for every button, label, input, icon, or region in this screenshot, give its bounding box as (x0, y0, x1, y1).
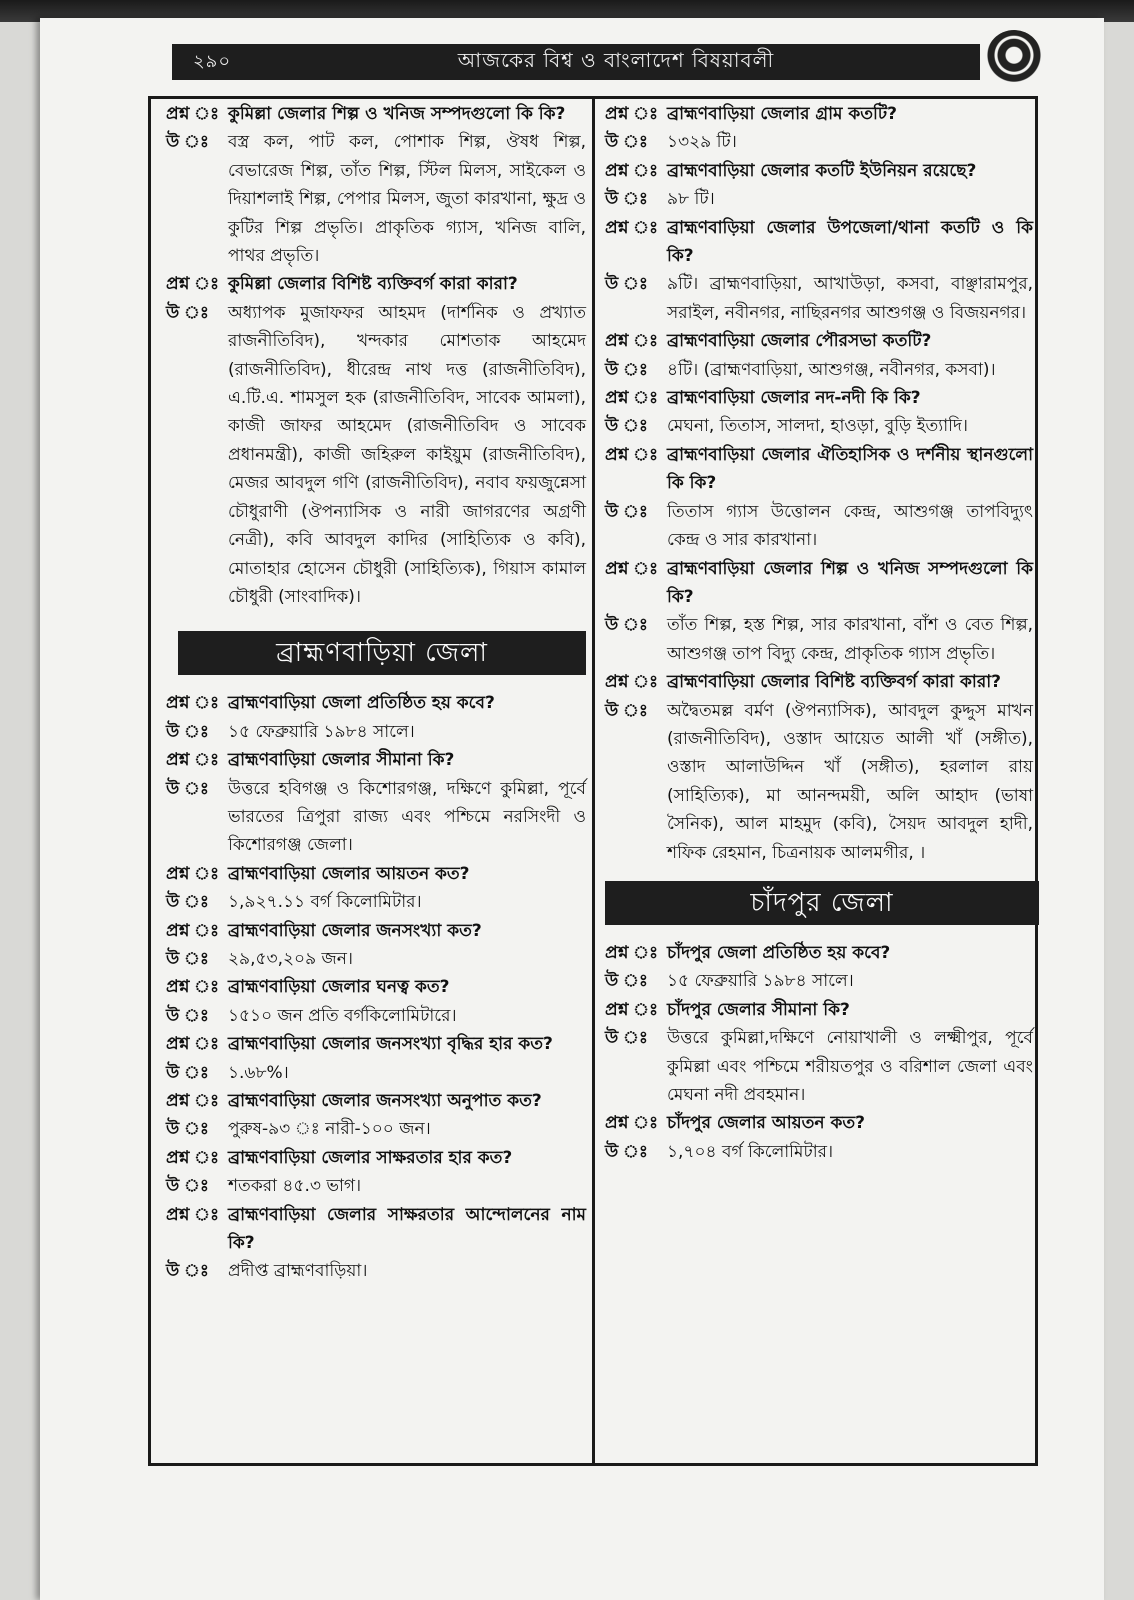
answer-label: উ ঃ (605, 615, 648, 636)
answer-label: উ ঃ (166, 1176, 209, 1197)
answer-text: ২৯,৫৩,২০৯ জন। (228, 948, 353, 969)
question-item (605, 157, 1033, 185)
question-text: ব্রাহ্মণবাড়িয়া জেলার ঐতিহাসিক ও দর্শনীয় স্থানগুলো কি কি? (667, 444, 1033, 494)
question-text: ব্রাহ্মণবাড়িয়া জেলার জনসংখ্যা বৃদ্ধির হার কত? (228, 1034, 553, 1055)
answer-label: উ ঃ (605, 132, 648, 153)
answer-item (605, 1138, 1033, 1166)
question-item (605, 100, 1033, 128)
question-label: প্রশ্ন ঃ (605, 1113, 659, 1134)
question-item (605, 441, 1033, 498)
answer-text: ১,৯২৭.১১ বর্গ কিলোমিটার। (228, 892, 422, 913)
answer-item (166, 1172, 586, 1200)
page-number: ২৯০ (192, 50, 232, 72)
question-label: প্রশ্ন ঃ (166, 750, 220, 771)
question-item (605, 384, 1033, 412)
question-text: ব্রাহ্মণবাড়িয়া জেলার ঘনত্ব কত? (228, 977, 450, 998)
answer-label: উ ঃ (166, 1005, 209, 1026)
question-label: প্রশ্ন ঃ (166, 1034, 220, 1055)
question-label: প্রশ্ন ঃ (605, 942, 659, 963)
answer-item (605, 356, 1033, 384)
answer-item (166, 1115, 586, 1143)
answer-label: উ ঃ (605, 971, 648, 992)
question-item (166, 1030, 586, 1058)
answer-item (166, 1257, 586, 1285)
question-label: প্রশ্ন ঃ (605, 444, 659, 465)
qa-list (605, 939, 1033, 1166)
answer-item (605, 270, 1033, 327)
question-label: প্রশ্ন ঃ (166, 1204, 220, 1225)
answer-label: উ ঃ (605, 416, 648, 437)
question-text: ব্রাহ্মণবাড়িয়া জেলার সাক্ষরতার আন্দোলনের নাম কি? (228, 1204, 586, 1254)
answer-item (166, 1059, 586, 1087)
question-text: ব্রাহ্মণবাড়িয়া জেলার জনসংখ্যা অনুপাত কত? (228, 1091, 542, 1111)
answer-text: শতকরা ৪৫.৩ ভাগ। (228, 1176, 362, 1197)
question-text: ব্রাহ্মণবাড়িয়া জেলার জনসংখ্যা কত? (228, 920, 482, 941)
question-item (166, 270, 586, 298)
answer-label: উ ঃ (605, 1141, 648, 1162)
answer-text: ১,৭০৪ বর্গ কিলোমিটার। (667, 1141, 834, 1162)
answer-label: উ ঃ (166, 1261, 209, 1282)
answer-label: উ ঃ (166, 948, 209, 969)
question-text: ব্রাহ্মণবাড়িয়া জেলার সাক্ষরতার হার কত? (228, 1147, 513, 1168)
question-text: চাঁদপুর জেলার আয়তন কত? (667, 1113, 865, 1134)
answer-label: উ ঃ (605, 1028, 648, 1049)
question-label: প্রশ্ন ঃ (166, 977, 220, 998)
answer-label: উ ঃ (166, 892, 209, 913)
question-label: প্রশ্ন ঃ (605, 999, 659, 1020)
answer-item (605, 498, 1033, 555)
column-divider (592, 96, 595, 1466)
answer-text: বস্ত্র কল, পাট কল, পোশাক শিল্প, ঔষধ শিল্প, বেভারেজ শিল্প, তাঁত শিল্প, স্টিল মিলস, সাইকেল ও দিয়াশলাই শিল্প, পেপার মিলস, জুতা কারখানা, ক্ষুদ্র ও কুটির শিল্প প্রভৃতি। প্রাকৃতিক গ্যাস, খনিজ বালি, পাথর প্রভৃতি। (228, 132, 586, 267)
question-label: প্রশ্ন ঃ (166, 274, 220, 295)
qa-list (166, 689, 586, 1286)
question-item (605, 996, 1033, 1024)
question-text: চাঁদপুর জেলার সীমানা কি? (667, 999, 850, 1020)
question-label: প্রশ্ন ঃ (605, 388, 659, 409)
question-text: কুমিল্লা জেলার বিশিষ্ট ব্যক্তিবর্গ কারা কারা? (228, 274, 518, 295)
section-heading-chandpur: চাঁদপুর জেলা (605, 881, 1039, 925)
answer-text: ৯৮ টি। (667, 189, 715, 210)
answer-label: উ ঃ (166, 1062, 209, 1083)
answer-text: ১৫ ফেব্রুয়ারি ১৯৮৪ সালে। (228, 721, 415, 742)
question-item (605, 214, 1033, 271)
answer-label: উ ঃ (166, 778, 209, 799)
question-text: ব্রাহ্মণবাড়িয়া জেলার আয়তন কত? (228, 863, 470, 884)
answer-text: প্রদীপ্ত ব্রাহ্মণবাড়িয়া। (228, 1261, 368, 1282)
question-item (166, 917, 586, 945)
answer-text: অধ্যাপক মুজাফফর আহমদ (দার্শনিক ও প্রখ্যাত রাজনীতিবিদ), খন্দকার মোশতাক আহমেদ (রাজনীতিবিদ), ধীরেন্দ্র নাথ দত্ত (রাজনীতিবিদ), এ.টি.এ. শামসুল হক (রাজনীতিবিদ, সাবেক আমলা), কাজী জাফর আহমেদ (রাজনীতিবিদ ও সাবেক প্রধানমন্ত্রী), কাজী জহিরুল কাইয়ুম (রাজনীতিবিদ), মেজর আবদুল গণি (রাজনীতিবিদ), নবাব ফয়জুন্নেসা চৌধুরাণী (ঔপন্যাসিক ও নারী জাগরণের অগ্রণী নেত্রী), কবি আবদুল কাদির (সাহিত্যিক ও কবি), মোতাহার হোসেন চৌধুরী (সাহিত্যিক), গিয়াস কামাল চৌধুরী (সাংবাদিক)। (228, 302, 586, 607)
question-text: কুমিল্লা জেলার শিল্প ও খনিজ সম্পদগুলো কি কি? (228, 104, 566, 124)
answer-label: উ ঃ (605, 189, 648, 210)
answer-label: উ ঃ (605, 274, 648, 295)
question-label: প্রশ্ন ঃ (605, 672, 659, 693)
answer-label: উ ঃ (166, 721, 209, 742)
question-label: প্রশ্ন ঃ (166, 1147, 220, 1168)
question-item (166, 973, 586, 1001)
answer-text: ১৩২৯ টি। (667, 132, 737, 153)
question-text: ব্রাহ্মণবাড়িয়া জেলার শিল্প ও খনিজ সম্পদগুলো কি কি? (667, 558, 1033, 607)
question-text: ব্রাহ্মণবাড়িয়া জেলার উপজেলা/থানা কতটি ও কি কি? (667, 217, 1033, 267)
question-text: ব্রাহ্মণবাড়িয়া জেলার কতটি ইউনিয়ন রয়েছে? (667, 160, 977, 181)
question-item (605, 327, 1033, 355)
answer-text: ১.৬৮%। (228, 1062, 289, 1083)
right-column (605, 100, 1033, 1166)
question-label: প্রশ্ন ঃ (605, 104, 659, 124)
question-label: প্রশ্ন ঃ (605, 160, 659, 181)
question-item (605, 1109, 1033, 1137)
answer-item (166, 299, 586, 611)
question-text: চাঁদপুর জেলা প্রতিষ্ঠিত হয় কবে? (667, 942, 891, 963)
answer-label: উ ঃ (605, 501, 648, 522)
answer-text: অদ্বৈতমল্ল বর্মণ (ঔপন্যাসিক), আবদুল কুদ্দুস মাখন (রাজনীতিবিদ), ওস্তাদ আয়েত আলী খাঁ (সঙ্গীত), ওস্তাদ আলাউদ্দিন খাঁ (সঙ্গীত), হরলাল রায় (সাহিত্যিক), মা আনন্দময়ী, অলি আহাদ (ভাষা সৈনিক), আল মাহমুদ (কবি), সৈয়দ আবদুল হাদী, শফিক রেহমান, চিত্রনায়ক আলমগীর, । (667, 700, 1033, 863)
answer-label: উ ঃ (605, 359, 648, 380)
answer-text: উত্তরে হবিগঞ্জ ও কিশোরগঞ্জ, দক্ষিণে কুমিল্লা, পূর্বে ভারতের ত্রিপুরা রাজ্য এবং পশ্চিমে নরসিংদী ও কিশোরগঞ্জ জেলা। (228, 778, 586, 856)
answer-text: তাঁত শিল্প, হস্ত শিল্প, সার কারখানা, বাঁশ ও বেত শিল্প, আশুগঞ্জ তাপ বিদ্যু কেন্দ্র, প্রাকৃতিক গ্যাস প্রভৃতি। (667, 615, 1033, 664)
question-text: ব্রাহ্মণবাড়িয়া জেলার পৌরসভা কতটি? (667, 331, 932, 352)
answer-item (166, 128, 586, 270)
qa-list (605, 100, 1033, 867)
question-item (166, 1087, 586, 1115)
question-item (166, 1201, 586, 1258)
left-column (166, 100, 586, 1286)
question-item (166, 1144, 586, 1172)
question-item (605, 555, 1033, 612)
answer-item (166, 888, 586, 916)
question-item (166, 746, 586, 774)
question-item (605, 939, 1033, 967)
question-text: ব্রাহ্মণবাড়িয়া জেলার সীমানা কি? (228, 750, 455, 771)
answer-item (605, 697, 1033, 867)
answer-text: তিতাস গ্যাস উত্তোলন কেন্দ্র, আশুগঞ্জ তাপবিদ্যুৎ কেন্দ্র ও সার কারখানা। (667, 501, 1033, 551)
answer-item (605, 611, 1033, 668)
question-text: ব্রাহ্মণবাড়িয়া জেলার নদ-নদী কি কি? (667, 388, 921, 409)
answer-text: পুরুষ-৯৩ ঃ নারী-১০০ জন। (228, 1119, 431, 1140)
section-heading-brahmanbaria: ব্রাহ্মণবাড়িয়া জেলা (178, 631, 586, 675)
answer-text: ৪টি। (ব্রাহ্মণবাড়িয়া, আশুগঞ্জ, নবীনগর, কসবা)। (667, 359, 996, 380)
answer-item (166, 775, 586, 860)
question-label: প্রশ্ন ঃ (166, 693, 220, 714)
page-header (172, 44, 980, 80)
question-label: প্রশ্ন ঃ (605, 558, 659, 579)
question-label: প্রশ্ন ঃ (166, 1091, 220, 1111)
question-text: ব্রাহ্মণবাড়িয়া জেলার বিশিষ্ট ব্যক্তিবর্গ কারা কারা? (667, 672, 1001, 693)
answer-item (605, 185, 1033, 213)
question-label: প্রশ্ন ঃ (166, 920, 220, 941)
question-item (166, 860, 586, 888)
question-label: প্রশ্ন ঃ (166, 863, 220, 884)
question-label: প্রশ্ন ঃ (166, 104, 220, 124)
answer-text: উত্তরে কুমিল্লা,দক্ষিণে নোয়াখালী ও লক্ষ্মীপুর, পূর্বে কুমিল্লা এবং পশ্চিমে শরীয়তপুর ও বরিশাল জেলা এবং মেঘনা নদী প্রবহমান। (667, 1028, 1033, 1105)
answer-text: ১৫১০ জন প্রতি বর্গকিলোমিটারে। (228, 1005, 457, 1026)
answer-item (605, 412, 1033, 440)
answer-text: ৯টি। ব্রাহ্মণবাড়িয়া, আখাউড়া, কসবা, বাঞ্ছারামপুর, সরাইল, নবীনগর, নাছিরনগর আশুগঞ্জ ও বিজয়নগর। (667, 274, 1033, 323)
answer-item (605, 967, 1033, 995)
answer-item (605, 1024, 1033, 1109)
answer-text: মেঘনা, তিতাস, সালদা, হাওড়া, বুড়ি ইত্যাদি। (667, 416, 969, 437)
question-text: ব্রাহ্মণবাড়িয়া জেলা প্রতিষ্ঠিত হয় কবে? (228, 693, 495, 714)
question-item (166, 100, 586, 128)
answer-label: উ ঃ (605, 700, 648, 721)
question-label: প্রশ্ন ঃ (605, 217, 659, 238)
answer-item (166, 718, 586, 746)
answer-label: উ ঃ (166, 132, 209, 153)
question-item (166, 689, 586, 717)
answer-item (166, 1002, 586, 1030)
answer-item (605, 128, 1033, 156)
answer-label: উ ঃ (166, 302, 209, 323)
question-item (605, 668, 1033, 696)
question-label: প্রশ্ন ঃ (605, 331, 659, 352)
question-text: ব্রাহ্মণবাড়িয়া জেলার গ্রাম কতটি? (667, 104, 898, 124)
book-title: আজকের বিশ্ব ও বাংলাদেশ বিষয়াবলী (457, 47, 775, 72)
publisher-logo-icon (986, 30, 1042, 86)
qa-list (166, 100, 586, 611)
answer-label: উ ঃ (166, 1119, 209, 1140)
answer-text: ১৫ ফেব্রুয়ারি ১৯৮৪ সালে। (667, 971, 854, 992)
answer-item (166, 945, 586, 973)
